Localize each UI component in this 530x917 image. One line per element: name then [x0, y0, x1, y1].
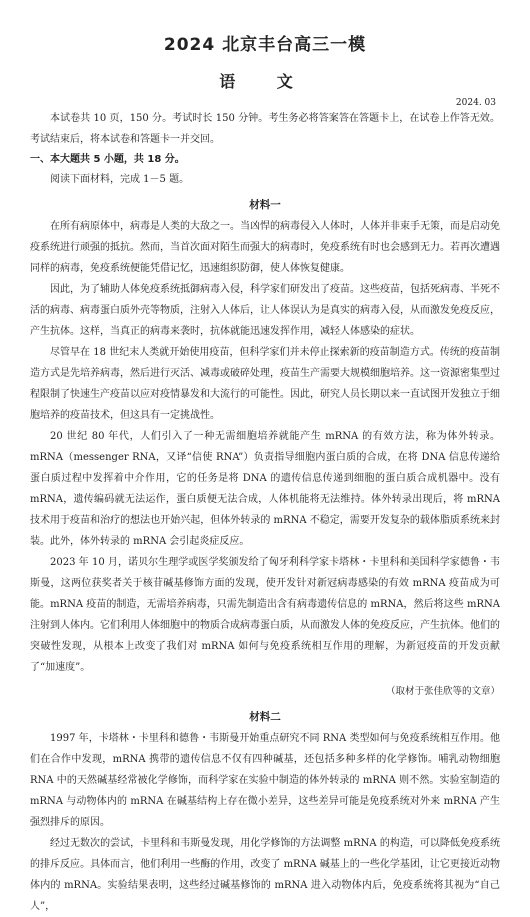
material-one-paragraph: 因此，为了辅助人体免疫系统抵御病毒入侵，科学家们研发出了疫苗。这些疫苗，包括死病毒、半死不活的病毒、病毒蛋白质外壳等物质，注射入人体后，让人体误认为是真实的病毒入侵，从而激发免疫反应，产生抗体。这样，当真正的病毒来袭时，抗体就能迅速发挥作用，减轻人体感染的症状。	[30, 284, 500, 337]
material-two-heading: 材料二	[249, 711, 281, 723]
exam-title: 2024 北京丰台高三一模	[163, 35, 367, 55]
exam-notice: 本试卷共 10 页，150 分。考试时长 150 分钟。考生务必将答案答在答题卡上，在试卷上作答无效。考试结束后，将本试卷和答题卡一并交回。	[30, 113, 500, 145]
material-one-paragraph: 20 世纪 80 年代，人们引入了一种无需细胞培养就能产生 mRNA 的有效方法，称为体外转录。mRNA（messenger RNA，又译“信使 RNA”）负责指导细胞内蛋白质的合成，在将 DNA 信息传递给蛋白质过程中发挥着中介作用，它的任务是将 DNA 的遗传信息传递到细胞的蛋白质合成机器中。没有 mRNA，遗传编码就无法运作，蛋白质便无法合成，人体机能将无法维持。体外转录出现后，将 mRNA 技术用于疫苗和治疗的想法也开始兴起，但体外转录的 mRNA 不稳定，需要开发复杂的载体脂质系统来封装。此外，体外转录的 mRNA 会引起炎症反应。	[30, 431, 500, 547]
material-one-source: （取材于张佳欣等的文章）	[385, 686, 500, 697]
material-one-paragraph: 2023 年 10 月，诺贝尔生理学或医学奖颁发给了匈牙利科学家卡塔林・卡里科和美国科学家德鲁・韦斯曼，这两位获奖者关于核苷碱基修饰方面的发现，使开发针对新冠病毒感染的有效 mRNA 疫苗成为可能。mRNA 疫苗的制造，无需培养病毒，只需先制造出含有病毒遗传信息的 mRNA，然后将这些 mRNA 注射到人体内。它们利用人体细胞中的物质合成病毒蛋白质，从而激发人体的免疫反应，产生抗体。他们的突破性发现，从根本上改变了我们对 mRNA 如何与免疫系统相互作用的理解，为新冠疫苗的开发贡献了“加速度”。	[30, 557, 500, 673]
subject-title: 语 文	[219, 72, 311, 91]
material-one-heading: 材料一	[249, 199, 281, 211]
material-one-paragraph: 尽管早在 18 世纪末人类就开始使用疫苗，但科学家们并未停止探索新的疫苗制造方式。传统的疫苗制造方式是先培养病毒，然后进行灭活、减毒或破碎处理，疫苗生产需要大规模细胞培养。这一资源密集型过程限制了快速生产疫苗以应对疫情暴发和大流行的可能性。因此，研究人员长期以来一直试图开发独立于细胞培养的疫苗技术，但这具有一定挑战性。	[30, 347, 500, 421]
section-heading: 一、本大题共 5 小题，共 18 分。	[30, 154, 185, 165]
material-two-paragraph: 1997 年，卡塔林・卡里科和德鲁・韦斯曼开始重点研究不同 RNA 类型如何与免疫系统相互作用。他们在合作中发现，mRNA 携带的遗传信息不仅有四种碱基，还包括多种多样的化学修饰。哺乳动物细胞 RNA 中的天然碱基经常被化学修饰，而科学家在实验中制造的体外转录的 mRNA 则不然。实验室制造的 mRNA 与动物体内的 mRNA 在碱基结构上存在微小差异，这些差异可能是免疫系统对外来 mRNA 产生强烈排斥的原因。	[30, 733, 500, 828]
section-instruction: 阅读下面材料，完成 1－5 题。	[50, 174, 190, 185]
material-two-paragraph: 经过无数次的尝试，卡里科和韦斯曼发现，用化学修饰的方法调整 mRNA 的构造，可以降低免疫系统的排斥反应。具体而言，他们利用一些酶的作用，改变了 mRNA 碱基上的一些化学基团，让它更接近动物体内的 mRNA。实验结果表明，这些经过碱基修饰的 mRNA 进入动物体内后，免疫系统将其视为“自己人”，	[30, 838, 500, 912]
material-one-paragraph: 在所有病原体中，病毒是人类的大敌之一。当凶悍的病毒侵入人体时，人体并非束手无策，而是启动免疫系统进行顽强的抵抗。然而，当首次面对陌生而强大的病毒时，免疫系统有时也会感到无力。若再次遭遇同样的病毒，免疫系统便能凭借记忆，迅速组织防御，使人体恢复健康。	[30, 221, 500, 274]
exam-date: 2024. 03	[455, 98, 496, 108]
